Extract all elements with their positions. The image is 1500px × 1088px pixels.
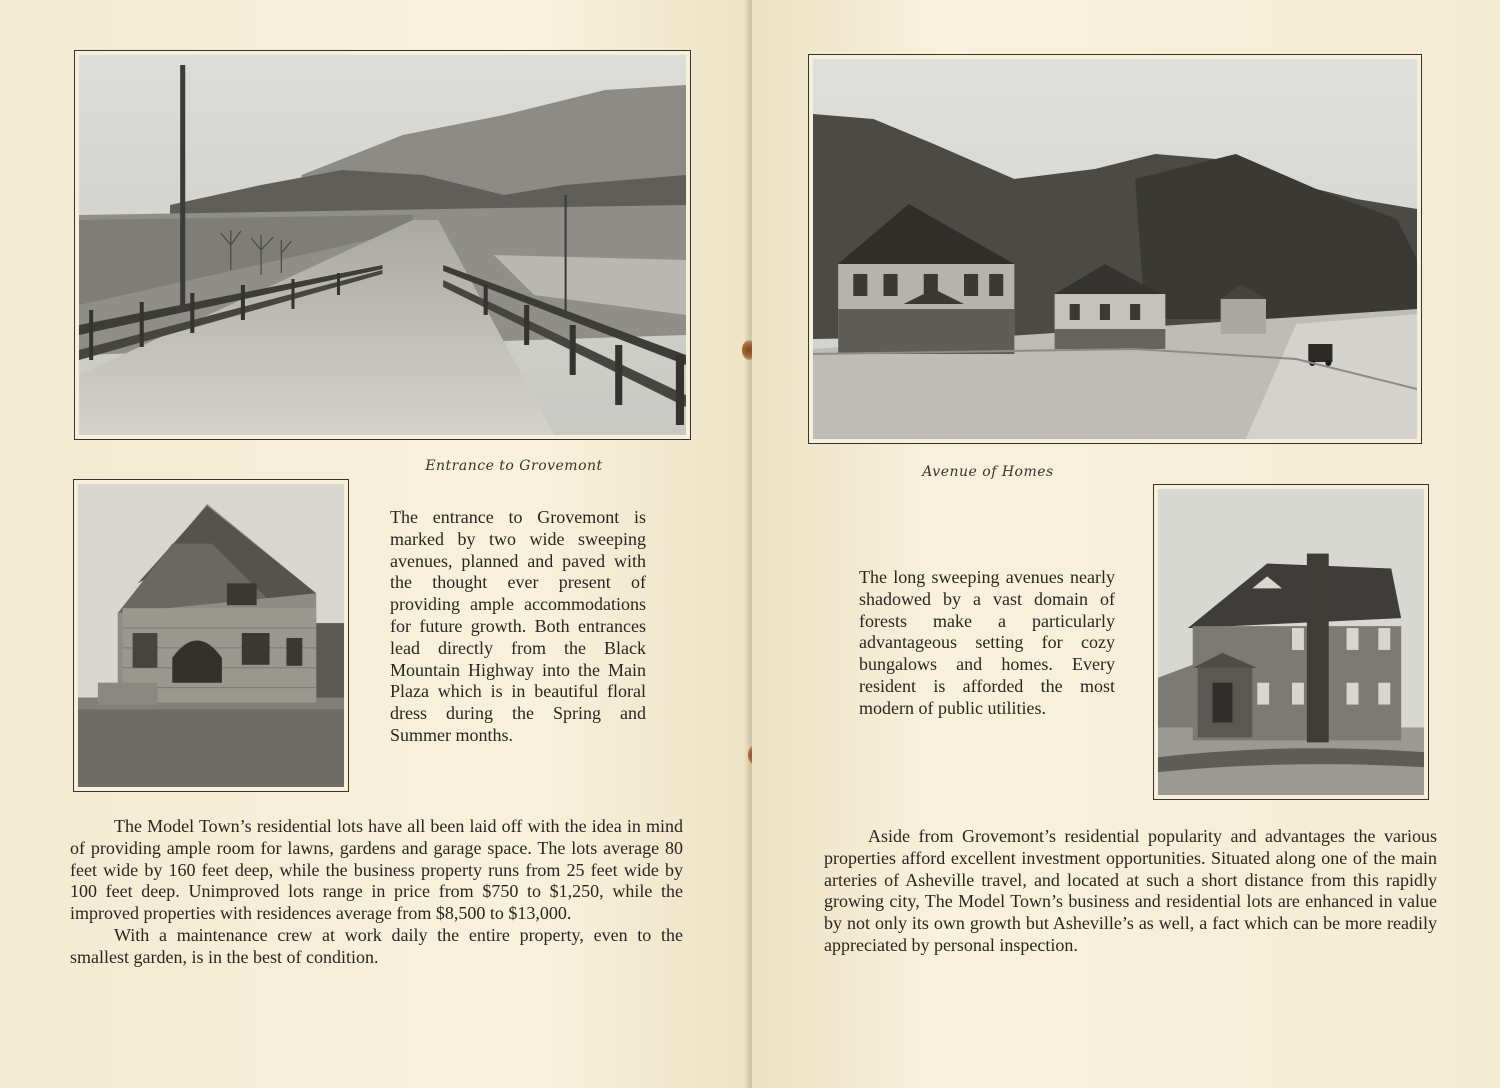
brick-house-image (1158, 489, 1424, 795)
right-page (752, 0, 1500, 1088)
entrance-caption: Entrance to Grovemont (425, 458, 603, 474)
avenue-description: The long sweeping avenues nearly shadowed by a vast domain of forests make a particularly advantageous setting for cozy bungalows and homes. Every resident is afforded the most modern of public utilities. (859, 567, 1115, 718)
investment-text-block (824, 826, 1437, 957)
entrance-photo (74, 50, 691, 440)
entrance-photo-image (79, 55, 686, 435)
avenue-photo-image (813, 59, 1417, 439)
lots-text-block (70, 816, 683, 969)
investment-paragraph: Aside from Grovemont’s residential popularity and advantages the various properties afford excellent investment opportunities. Situated along one of the main arteries of Asheville travel, and located at such a short distance from this rapidly growing city, The Model Town’s business and residential lots are enhanced in value by not only its own growth but Asheville’s as well, a fact which can be more readily appreciated by personal inspection. (824, 826, 1437, 955)
entrance-description: The entrance to Grovemont is marked by two wide sweeping avenues, planned and paved with the thought ever present of providing ample accommodations for future growth. Both entrances lead directly from the Black Mountain Highway into the Main Plaza which is in beautiful floral dress during the Spring and Summer months. (390, 507, 646, 745)
avenue-caption: Avenue of Homes (922, 464, 1054, 480)
lots-paragraph: The Model Town’s residential lots have all been laid off with the idea in mind of providing ample room for lawns, gardens and garage space. The lots average 80 feet wide by 160 feet deep, while the business property runs from 25 feet wide by 100 feet deep. Unimproved lots range in price from $750 to $1,250, while the improved properties with residences average from $8,500 to $13,000. (70, 816, 683, 924)
stone-house-photo (73, 479, 349, 792)
brick-house-photo (1153, 484, 1429, 800)
avenue-photo (808, 54, 1422, 444)
maintenance-paragraph: With a maintenance crew at work daily the entire property, even to the smallest garden, is in the best of condition. (70, 924, 683, 967)
stone-house-image (78, 484, 344, 787)
